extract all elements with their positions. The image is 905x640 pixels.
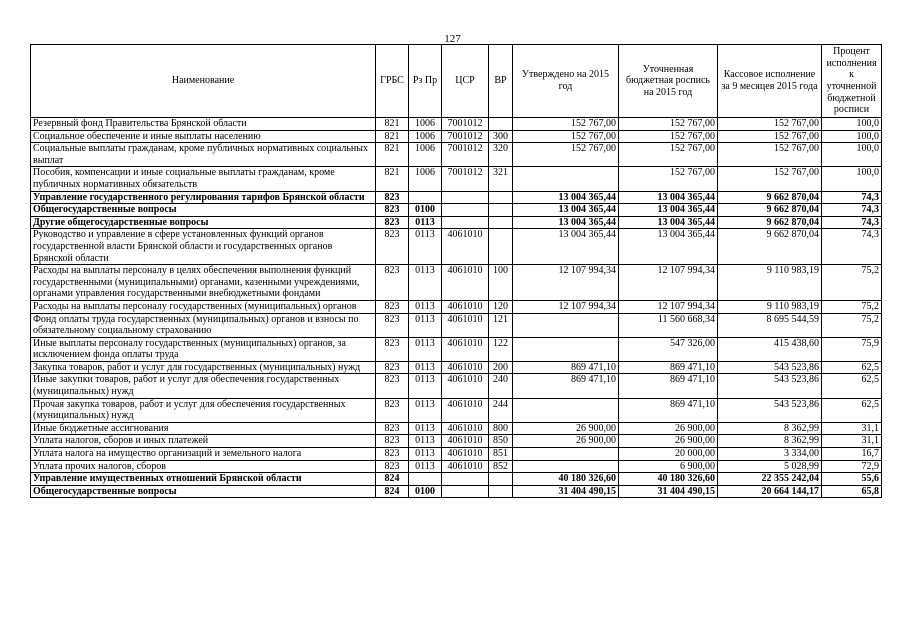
header-approved: Утверждено на 2015 год xyxy=(513,45,619,118)
cell-vr xyxy=(489,204,513,217)
cell-percent: 55,6 xyxy=(822,473,882,486)
cell-name: Фонд оплаты труда государственных (муниципальных) органов и взносы по обязательному социальному страхованию xyxy=(31,313,376,337)
cell-approved: 152 767,00 xyxy=(513,118,619,131)
cell-percent: 75,2 xyxy=(822,313,882,337)
cell-vr xyxy=(489,229,513,265)
cell-name: Управление имущественных отношений Брянской области xyxy=(31,473,376,486)
cell-name: Закупка товаров, работ и услуг для государственных (муниципальных) нужд xyxy=(31,361,376,374)
cell-cash: 8 362,99 xyxy=(718,422,822,435)
cell-cash: 9 662 870,04 xyxy=(718,191,822,204)
header-refined: Уточненная бюджетная роспись на 2015 год xyxy=(619,45,718,118)
cell-csr: 4061010 xyxy=(442,265,489,301)
cell-csr: 4061010 xyxy=(442,374,489,398)
cell-vr xyxy=(489,118,513,131)
header-vr: ВР xyxy=(489,45,513,118)
cell-grbs: 823 xyxy=(376,398,409,422)
cell-refined: 152 767,00 xyxy=(619,130,718,143)
cell-percent: 74,3 xyxy=(822,229,882,265)
cell-csr xyxy=(442,485,489,498)
cell-vr: 321 xyxy=(489,167,513,191)
cell-vr: 850 xyxy=(489,435,513,448)
cell-refined: 869 471,10 xyxy=(619,374,718,398)
cell-csr: 4061010 xyxy=(442,422,489,435)
cell-grbs: 824 xyxy=(376,485,409,498)
cell-cash: 9 110 983,19 xyxy=(718,265,822,301)
cell-cash: 543 523,86 xyxy=(718,361,822,374)
cell-name: Расходы на выплаты персоналу государственных (муниципальных) органов xyxy=(31,300,376,313)
cell-cash: 152 767,00 xyxy=(718,118,822,131)
cell-vr xyxy=(489,485,513,498)
cell-refined: 13 004 365,44 xyxy=(619,229,718,265)
cell-rzpr: 0113 xyxy=(409,265,442,301)
cell-rzpr: 0113 xyxy=(409,337,442,361)
table-row xyxy=(31,229,882,265)
cell-name: Иные закупки товаров, работ и услуг для обеспечения государственных (муниципальных) нужд xyxy=(31,374,376,398)
cell-name: Управление государственного регулирования тарифов Брянской области xyxy=(31,191,376,204)
cell-approved: 31 404 490,15 xyxy=(513,485,619,498)
cell-percent: 74,3 xyxy=(822,204,882,217)
cell-refined: 547 326,00 xyxy=(619,337,718,361)
cell-grbs: 821 xyxy=(376,130,409,143)
cell-cash: 9 662 870,04 xyxy=(718,216,822,229)
cell-csr: 4061010 xyxy=(442,313,489,337)
table-row xyxy=(31,130,882,143)
cell-rzpr: 0113 xyxy=(409,313,442,337)
table-row xyxy=(31,361,882,374)
cell-percent: 75,2 xyxy=(822,265,882,301)
cell-vr: 852 xyxy=(489,460,513,473)
cell-grbs: 823 xyxy=(376,435,409,448)
cell-cash: 543 523,86 xyxy=(718,374,822,398)
cell-cash: 8 362,99 xyxy=(718,435,822,448)
cell-refined: 26 900,00 xyxy=(619,435,718,448)
cell-percent: 62,5 xyxy=(822,374,882,398)
cell-cash: 152 767,00 xyxy=(718,130,822,143)
table-row xyxy=(31,143,882,167)
cell-rzpr: 0113 xyxy=(409,229,442,265)
cell-percent: 65,8 xyxy=(822,485,882,498)
cell-cash: 20 664 144,17 xyxy=(718,485,822,498)
cell-percent: 75,9 xyxy=(822,337,882,361)
cell-csr: 7001012 xyxy=(442,143,489,167)
cell-approved: 26 900,00 xyxy=(513,435,619,448)
cell-cash: 22 355 242,04 xyxy=(718,473,822,486)
cell-rzpr: 0113 xyxy=(409,460,442,473)
cell-cash: 543 523,86 xyxy=(718,398,822,422)
cell-grbs: 823 xyxy=(376,204,409,217)
table-row xyxy=(31,300,882,313)
cell-rzpr: 0113 xyxy=(409,422,442,435)
cell-percent: 62,5 xyxy=(822,361,882,374)
cell-approved: 40 180 326,60 xyxy=(513,473,619,486)
cell-rzpr xyxy=(409,191,442,204)
cell-rzpr: 0113 xyxy=(409,300,442,313)
cell-grbs: 823 xyxy=(376,374,409,398)
table-row xyxy=(31,485,882,498)
cell-percent: 100,0 xyxy=(822,118,882,131)
cell-percent: 100,0 xyxy=(822,130,882,143)
cell-refined: 11 560 668,34 xyxy=(619,313,718,337)
cell-name: Резервный фонд Правительства Брянской области xyxy=(31,118,376,131)
cell-cash: 3 334,00 xyxy=(718,448,822,461)
cell-name: Иные бюджетные ассигнования xyxy=(31,422,376,435)
table-row xyxy=(31,265,882,301)
cell-vr: 122 xyxy=(489,337,513,361)
cell-rzpr: 0100 xyxy=(409,204,442,217)
cell-approved: 152 767,00 xyxy=(513,130,619,143)
cell-grbs: 823 xyxy=(376,265,409,301)
cell-refined: 13 004 365,44 xyxy=(619,191,718,204)
cell-approved: 12 107 994,34 xyxy=(513,265,619,301)
cell-csr: 4061010 xyxy=(442,361,489,374)
cell-grbs: 823 xyxy=(376,313,409,337)
cell-name: Уплата налогов, сборов и иных платежей xyxy=(31,435,376,448)
cell-rzpr: 0113 xyxy=(409,361,442,374)
cell-csr: 4061010 xyxy=(442,229,489,265)
cell-percent: 31,1 xyxy=(822,422,882,435)
table-row xyxy=(31,473,882,486)
cell-name: Пособия, компенсации и иные социальные выплаты гражданам, кроме публичных нормативных обязательств xyxy=(31,167,376,191)
cell-csr xyxy=(442,216,489,229)
cell-csr: 4061010 xyxy=(442,337,489,361)
cell-vr: 240 xyxy=(489,374,513,398)
cell-name: Другие общегосударственные вопросы xyxy=(31,216,376,229)
budget-table xyxy=(30,44,882,498)
cell-csr xyxy=(442,204,489,217)
cell-refined: 12 107 994,34 xyxy=(619,265,718,301)
cell-approved: 13 004 365,44 xyxy=(513,229,619,265)
cell-approved xyxy=(513,167,619,191)
cell-grbs: 823 xyxy=(376,361,409,374)
cell-name: Иные выплаты персоналу государственных (муниципальных) органов, за исключением фонда оплаты труда xyxy=(31,337,376,361)
cell-approved xyxy=(513,448,619,461)
table-body xyxy=(31,118,882,498)
cell-vr: 120 xyxy=(489,300,513,313)
cell-grbs: 823 xyxy=(376,422,409,435)
cell-refined: 13 004 365,44 xyxy=(619,204,718,217)
cell-csr: 4061010 xyxy=(442,398,489,422)
cell-grbs: 821 xyxy=(376,143,409,167)
cell-name: Расходы на выплаты персоналу в целях обеспечения выполнения функций государственными (муниципальными) органами, казенными учреждениями, органами управления государственными внебюджетными фондами xyxy=(31,265,376,301)
cell-rzpr: 0113 xyxy=(409,374,442,398)
cell-approved: 152 767,00 xyxy=(513,143,619,167)
cell-rzpr: 0113 xyxy=(409,216,442,229)
cell-grbs: 823 xyxy=(376,229,409,265)
cell-vr: 244 xyxy=(489,398,513,422)
header-row xyxy=(31,45,882,118)
table-row xyxy=(31,167,882,191)
cell-refined: 26 900,00 xyxy=(619,422,718,435)
cell-approved xyxy=(513,313,619,337)
cell-percent: 75,2 xyxy=(822,300,882,313)
cell-vr: 320 xyxy=(489,143,513,167)
cell-name: Уплата налога на имущество организаций и земельного налога xyxy=(31,448,376,461)
cell-vr xyxy=(489,216,513,229)
cell-percent: 62,5 xyxy=(822,398,882,422)
cell-name: Общегосударственные вопросы xyxy=(31,204,376,217)
header-rzpr: Рз Пр xyxy=(409,45,442,118)
cell-percent: 100,0 xyxy=(822,143,882,167)
header-percent: Процент исполнения к уточненной бюджетной росписи xyxy=(822,45,882,118)
cell-vr: 300 xyxy=(489,130,513,143)
cell-rzpr: 1006 xyxy=(409,167,442,191)
cell-grbs: 824 xyxy=(376,473,409,486)
cell-csr: 7001012 xyxy=(442,118,489,131)
cell-vr: 121 xyxy=(489,313,513,337)
header-grbs: ГРБС xyxy=(376,45,409,118)
cell-percent: 100,0 xyxy=(822,167,882,191)
table-row xyxy=(31,337,882,361)
table-row xyxy=(31,422,882,435)
cell-csr: 4061010 xyxy=(442,448,489,461)
cell-rzpr: 0113 xyxy=(409,398,442,422)
cell-cash: 5 028,99 xyxy=(718,460,822,473)
cell-csr xyxy=(442,191,489,204)
cell-approved: 13 004 365,44 xyxy=(513,191,619,204)
cell-refined: 6 900,00 xyxy=(619,460,718,473)
table-row xyxy=(31,313,882,337)
cell-vr: 851 xyxy=(489,448,513,461)
cell-grbs: 823 xyxy=(376,300,409,313)
cell-grbs: 821 xyxy=(376,167,409,191)
cell-rzpr: 1006 xyxy=(409,130,442,143)
cell-refined: 40 180 326,60 xyxy=(619,473,718,486)
cell-rzpr: 0113 xyxy=(409,448,442,461)
cell-refined: 31 404 490,15 xyxy=(619,485,718,498)
cell-percent: 72,9 xyxy=(822,460,882,473)
cell-rzpr: 1006 xyxy=(409,143,442,167)
cell-approved: 12 107 994,34 xyxy=(513,300,619,313)
table-row xyxy=(31,216,882,229)
cell-percent: 31,1 xyxy=(822,435,882,448)
cell-approved: 869 471,10 xyxy=(513,374,619,398)
cell-percent: 74,3 xyxy=(822,216,882,229)
cell-csr xyxy=(442,473,489,486)
cell-rzpr: 0113 xyxy=(409,435,442,448)
cell-cash: 415 438,60 xyxy=(718,337,822,361)
cell-rzpr: 1006 xyxy=(409,118,442,131)
cell-grbs: 823 xyxy=(376,448,409,461)
cell-approved: 13 004 365,44 xyxy=(513,216,619,229)
cell-cash: 9 110 983,19 xyxy=(718,300,822,313)
table-row xyxy=(31,374,882,398)
cell-approved: 13 004 365,44 xyxy=(513,204,619,217)
cell-cash: 152 767,00 xyxy=(718,143,822,167)
header-csr: ЦСР xyxy=(442,45,489,118)
cell-grbs: 823 xyxy=(376,216,409,229)
cell-refined: 13 004 365,44 xyxy=(619,216,718,229)
cell-approved xyxy=(513,337,619,361)
cell-approved xyxy=(513,460,619,473)
cell-percent: 74,3 xyxy=(822,191,882,204)
cell-approved: 869 471,10 xyxy=(513,361,619,374)
table-row xyxy=(31,448,882,461)
cell-cash: 9 662 870,04 xyxy=(718,204,822,217)
table-row xyxy=(31,435,882,448)
cell-name: Социальные выплаты гражданам, кроме публичных нормативных социальных выплат xyxy=(31,143,376,167)
header-cash: Кассовое исполнение за 9 месяцев 2015 года xyxy=(718,45,822,118)
cell-vr xyxy=(489,473,513,486)
cell-refined: 869 471,10 xyxy=(619,361,718,374)
cell-vr: 100 xyxy=(489,265,513,301)
cell-refined: 152 767,00 xyxy=(619,167,718,191)
cell-refined: 152 767,00 xyxy=(619,143,718,167)
cell-csr: 4061010 xyxy=(442,435,489,448)
cell-refined: 869 471,10 xyxy=(619,398,718,422)
cell-vr: 800 xyxy=(489,422,513,435)
cell-approved xyxy=(513,398,619,422)
cell-percent: 16,7 xyxy=(822,448,882,461)
cell-refined: 152 767,00 xyxy=(619,118,718,131)
cell-name: Общегосударственные вопросы xyxy=(31,485,376,498)
cell-vr: 200 xyxy=(489,361,513,374)
cell-cash: 8 695 544,59 xyxy=(718,313,822,337)
cell-refined: 12 107 994,34 xyxy=(619,300,718,313)
cell-csr: 4061010 xyxy=(442,300,489,313)
cell-vr xyxy=(489,191,513,204)
cell-rzpr: 0100 xyxy=(409,485,442,498)
table-row xyxy=(31,118,882,131)
cell-csr: 7001012 xyxy=(442,130,489,143)
cell-cash: 152 767,00 xyxy=(718,167,822,191)
cell-csr: 4061010 xyxy=(442,460,489,473)
cell-name: Руководство и управление в сфере установленных функций органов государственной власти Брянской области и государственных органов Брянской области xyxy=(31,229,376,265)
table-row xyxy=(31,204,882,217)
cell-grbs: 823 xyxy=(376,337,409,361)
table-row xyxy=(31,398,882,422)
cell-cash: 9 662 870,04 xyxy=(718,229,822,265)
cell-refined: 20 000,00 xyxy=(619,448,718,461)
cell-name: Уплата прочих налогов, сборов xyxy=(31,460,376,473)
cell-grbs: 823 xyxy=(376,460,409,473)
page-number: 127 xyxy=(444,33,461,45)
cell-name: Социальное обеспечение и иные выплаты населению xyxy=(31,130,376,143)
header-name: Наименование xyxy=(31,45,376,118)
cell-name: Прочая закупка товаров, работ и услуг для обеспечения государственных (муниципальных) нужд xyxy=(31,398,376,422)
cell-csr: 7001012 xyxy=(442,167,489,191)
cell-grbs: 823 xyxy=(376,191,409,204)
cell-rzpr xyxy=(409,473,442,486)
cell-grbs: 821 xyxy=(376,118,409,131)
table-row xyxy=(31,191,882,204)
table-row xyxy=(31,460,882,473)
cell-approved: 26 900,00 xyxy=(513,422,619,435)
